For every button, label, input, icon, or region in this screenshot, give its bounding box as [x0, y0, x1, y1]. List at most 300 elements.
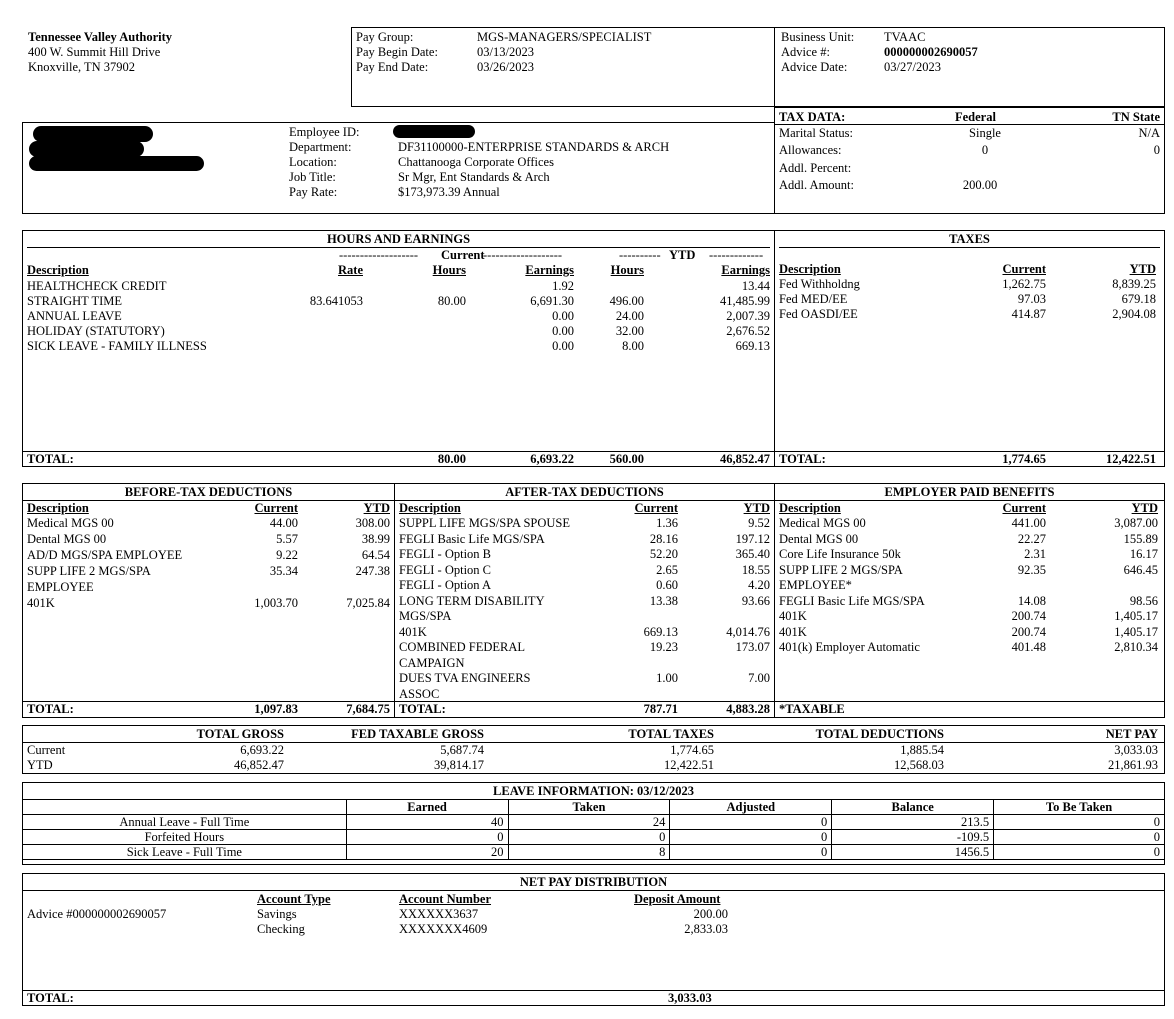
row-current: 52.20 — [649, 547, 678, 561]
row-ytd: 308.00 — [355, 516, 390, 530]
row-ytd: 646.45 — [1123, 562, 1158, 577]
row-ytd: 93.66 — [741, 593, 770, 608]
row-ytd: 38.99 — [361, 532, 390, 546]
employer-col-current: Current — [1002, 501, 1046, 515]
hours-cell: 24.00 — [615, 309, 644, 323]
before-tax-box — [22, 483, 395, 718]
summary-row — [23, 743, 1164, 758]
pay-begin-label: Pay Begin Date: — [356, 45, 438, 59]
hours-cell: 83.641053 — [309, 294, 363, 308]
row-ytd: 4,014.76 — [726, 624, 770, 639]
summary-row — [23, 758, 1164, 773]
tax-data-state-header: TN State — [1112, 110, 1160, 124]
hours-total-line — [23, 451, 774, 452]
marital-status-label: Marital Status: — [779, 126, 853, 140]
row-current: 200.74 — [1011, 609, 1046, 623]
after-tax-title: AFTER-TAX DEDUCTIONS — [505, 485, 664, 499]
row-description: FEGLI - Option A — [399, 578, 492, 592]
row-description: AD/D MGS/SPA EMPLOYEE — [27, 548, 183, 562]
hours-cell: 0.00 — [552, 309, 574, 323]
taxable-note: *TAXABLE — [779, 702, 845, 716]
table-row — [395, 609, 774, 624]
row-ytd: 2,810.34 — [1114, 640, 1158, 654]
row-current: 22.27 — [1017, 531, 1046, 546]
net-pay-box — [22, 873, 1165, 1006]
row-current: 414.87 — [1011, 307, 1046, 321]
pay-group-label: Pay Group: — [356, 30, 414, 44]
leave-value: 0 — [994, 845, 1165, 860]
leave-row — [23, 830, 1165, 845]
redacted-address-1 — [29, 141, 144, 157]
leave-value: -109.5 — [832, 830, 994, 845]
tax-data-box — [774, 107, 1165, 214]
row-description: 401K — [779, 624, 807, 639]
deposit-row — [23, 907, 1164, 922]
department-label: Department: — [289, 140, 352, 154]
table-row — [395, 563, 774, 578]
before-tax-total-ytd: 7,684.75 — [346, 702, 390, 716]
table-row — [23, 596, 394, 611]
row-ytd: 16.17 — [1129, 547, 1158, 561]
row-current: 92.35 — [1017, 562, 1046, 577]
hours-cell: HOLIDAY (STATUTORY) — [27, 324, 165, 338]
row-current: 5.57 — [276, 532, 298, 546]
hours-cell: 41,485.99 — [720, 294, 770, 308]
leave-box — [22, 782, 1165, 865]
before-tax-col-current: Current — [254, 501, 298, 515]
before-tax-total-line — [23, 701, 394, 702]
row-description: SUPPL LIFE MGS/SPA SPOUSE — [399, 516, 571, 530]
row-current: 0.60 — [656, 578, 678, 592]
row-current: 97.03 — [1017, 292, 1046, 306]
leave-type: Forfeited Hours — [23, 830, 347, 845]
hours-cell: 2,676.52 — [726, 324, 770, 338]
table-row — [775, 640, 1164, 655]
leave-col-header: Adjusted — [670, 800, 832, 815]
row-description: 401(k) Employer Automatic — [779, 640, 920, 654]
row-description: COMBINED FEDERAL — [399, 640, 526, 654]
addl-amount-fed: 200.00 — [962, 178, 998, 192]
table-row — [395, 516, 774, 531]
pay-begin-value: 03/13/2023 — [477, 45, 534, 59]
tax-data-divider — [775, 124, 1164, 125]
summary-value: 1,885.54 — [900, 743, 944, 757]
row-ytd: 7,025.84 — [346, 596, 390, 610]
row-ytd: 18.55 — [741, 562, 770, 577]
net-pay-total-value: 3,033.03 — [668, 991, 712, 1005]
summary-row-label: YTD — [27, 758, 53, 772]
table-row — [775, 563, 1164, 578]
row-description: FEGLI Basic Life MGS/SPA — [399, 531, 545, 546]
hours-cell: 0.00 — [552, 324, 574, 338]
location-label: Location: — [289, 155, 337, 169]
row-current: 200.74 — [1011, 624, 1046, 639]
redacted-address-2 — [29, 156, 204, 171]
company-address-1: 400 W. Summit Hill Drive — [28, 45, 161, 59]
table-row — [775, 547, 1164, 562]
summary-col-header: TOTAL DEDUCTIONS — [815, 727, 944, 741]
before-tax-title: BEFORE-TAX DEDUCTIONS — [124, 485, 293, 499]
hours-total-label: TOTAL: — [27, 452, 74, 466]
row-description: Fed OASDI/EE — [779, 307, 858, 321]
row-current: 1,003.70 — [254, 596, 298, 610]
hours-cell: 13.44 — [741, 279, 770, 293]
row-current: 19.23 — [649, 640, 678, 654]
row-description: Dental MGS 00 — [779, 531, 859, 546]
row-description: SUPP LIFE 2 MGS/SPA — [27, 564, 151, 578]
pay-rate-value: $173,973.39 Annual — [398, 185, 500, 199]
net-pay-advice-label: Advice #000000002690057 — [27, 907, 167, 921]
table-row — [23, 309, 774, 324]
table-row — [23, 548, 394, 563]
col-rate: Rate — [338, 263, 363, 277]
net-pay-col-deposit-amount: Deposit Amount — [634, 892, 721, 906]
row-ytd: 679.18 — [1121, 292, 1156, 306]
row-ytd: 4.20 — [748, 578, 770, 592]
table-row — [395, 547, 774, 562]
current-dash-right: ------------------- — [483, 248, 563, 262]
row-current: 14.08 — [1017, 593, 1046, 608]
table-row — [775, 516, 1164, 531]
row-ytd: 155.89 — [1123, 531, 1158, 546]
deposit-amount: 2,833.03 — [684, 922, 728, 936]
leave-value: 0 — [994, 815, 1165, 830]
row-ytd: 98.56 — [1129, 593, 1158, 608]
summary-value: 12,422.51 — [664, 758, 714, 772]
redacted-employee-id — [393, 125, 475, 138]
ytd-dash-left: ---------- — [619, 248, 661, 262]
marital-status-fed: Single — [969, 126, 1001, 140]
table-row — [775, 307, 1164, 322]
leave-value: 0 — [670, 845, 832, 860]
row-current: 13.38 — [649, 593, 678, 608]
summary-box — [22, 725, 1165, 774]
pay-end-value: 03/26/2023 — [477, 60, 534, 74]
account-number: XXXXXXX4609 — [399, 922, 488, 936]
taxes-col-description: Description — [779, 262, 841, 276]
summary-col-header: TOTAL TAXES — [628, 727, 714, 741]
pay-end-label: Pay End Date: — [356, 60, 429, 74]
leave-type: Annual Leave - Full Time — [23, 815, 347, 830]
ytd-dash-right: ------------- — [709, 248, 764, 262]
row-ytd: 7.00 — [748, 671, 770, 685]
row-ytd: 173.07 — [735, 640, 770, 654]
leave-header-row — [23, 800, 1165, 815]
row-ytd: 9.52 — [748, 516, 770, 530]
taxes-box — [774, 230, 1165, 467]
taxes-total-label: TOTAL: — [779, 452, 826, 466]
after-tax-box — [394, 483, 775, 718]
hours-total-earnings: 6,693.22 — [530, 452, 574, 466]
addl-percent-label: Addl. Percent: — [779, 161, 852, 175]
row-description: EMPLOYEE* — [779, 578, 852, 592]
hours-cell: 6,691.30 — [530, 294, 574, 308]
summary-header — [23, 727, 1164, 742]
leave-value: 213.5 — [832, 815, 994, 830]
pay-rate-label: Pay Rate: — [289, 185, 338, 199]
leave-col-header: Earned — [346, 800, 508, 815]
employee-id-label: Employee ID: — [289, 125, 360, 139]
hours-cell: 32.00 — [615, 324, 644, 338]
col-description: Description — [27, 263, 89, 277]
leave-value: 20 — [346, 845, 508, 860]
row-ytd: 8,839.25 — [1112, 277, 1156, 291]
row-description: Fed Withholdng — [779, 277, 860, 291]
col-hours-current: Hours — [432, 263, 466, 277]
summary-value: 1,774.65 — [670, 743, 714, 757]
table-row — [775, 532, 1164, 547]
account-type: Savings — [257, 907, 297, 921]
account-number: XXXXXX3637 — [399, 907, 479, 921]
employee-box — [22, 122, 775, 214]
row-ytd: 3,087.00 — [1114, 516, 1158, 530]
taxes-title: TAXES — [949, 232, 990, 246]
table-row — [395, 594, 774, 609]
taxes-title-underline — [779, 247, 1160, 248]
taxes-total-ytd: 12,422.51 — [1106, 452, 1156, 466]
row-current: 44.00 — [269, 516, 298, 530]
taxes-total-current: 1,774.65 — [1002, 452, 1046, 466]
table-row — [23, 532, 394, 547]
before-tax-total-label: TOTAL: — [27, 702, 74, 716]
row-current: 669.13 — [643, 624, 678, 639]
row-ytd: 197.12 — [735, 531, 770, 546]
company-address-2: Knoxville, TN 37902 — [28, 60, 136, 74]
hours-cell: 80.00 — [437, 294, 466, 308]
addl-amount-label: Addl. Amount: — [779, 178, 855, 192]
table-row — [395, 532, 774, 547]
after-tax-col-current: Current — [634, 501, 678, 515]
after-tax-total-label: TOTAL: — [399, 702, 446, 716]
allowances-fed: 0 — [981, 143, 989, 157]
leave-value: 0 — [670, 815, 832, 830]
job-title-label: Job Title: — [289, 170, 336, 184]
row-current: 1.36 — [656, 516, 678, 530]
col-earnings-ytd: Earnings — [721, 263, 770, 277]
row-description: 401K — [779, 609, 807, 623]
leave-row — [23, 815, 1165, 830]
leave-grid — [23, 799, 1164, 864]
table-row — [23, 294, 774, 309]
hours-total-ytd-hours: 560.00 — [609, 452, 644, 466]
row-ytd: 1,405.17 — [1114, 624, 1158, 639]
hours-cell: 8.00 — [622, 339, 644, 353]
advice-date-value: 03/27/2023 — [884, 60, 941, 74]
net-pay-col-account-type: Account Type — [257, 892, 331, 906]
table-row — [395, 640, 774, 655]
marital-status-state: N/A — [1138, 126, 1160, 140]
employer-benefits-title: EMPLOYER PAID BENEFITS — [884, 485, 1055, 499]
hours-cell: STRAIGHT TIME — [27, 294, 123, 308]
row-description: 401K — [27, 596, 55, 610]
col-hours-ytd: Hours — [610, 263, 644, 277]
leave-value: 1456.5 — [832, 845, 994, 860]
row-description: Medical MGS 00 — [779, 516, 866, 530]
summary-value: 46,852.47 — [234, 758, 284, 772]
after-tax-col-ytd: YTD — [743, 501, 770, 515]
table-row — [395, 578, 774, 593]
summary-value: 39,814.17 — [434, 758, 484, 772]
summary-col-header: NET PAY — [1105, 727, 1158, 741]
row-description: 401K — [399, 624, 427, 639]
summary-col-header: TOTAL GROSS — [196, 727, 284, 741]
summary-value: 3,033.03 — [1114, 743, 1158, 757]
row-ytd: 365.40 — [735, 547, 770, 561]
header-company-box — [22, 27, 352, 107]
table-row — [775, 292, 1164, 307]
leave-value: 8 — [508, 845, 670, 860]
net-pay-total-line — [23, 990, 1164, 991]
hours-total-ytd-earnings: 46,852.47 — [720, 452, 770, 466]
table-row — [395, 671, 774, 686]
row-current: 401.48 — [1011, 640, 1046, 654]
row-description: MGS/SPA — [399, 609, 452, 623]
leave-col-header: To Be Taken — [994, 800, 1165, 815]
allowances-state: 0 — [1153, 143, 1160, 157]
leave-value: 24 — [508, 815, 670, 830]
deposit-row — [23, 922, 1164, 937]
tax-data-federal-header: Federal — [955, 110, 996, 124]
row-current: 1.00 — [656, 671, 678, 685]
allowances-label: Allowances: — [779, 143, 842, 157]
leave-type: Sick Leave - Full Time — [23, 845, 347, 860]
row-current: 2.31 — [1024, 547, 1046, 561]
net-pay-total-label: TOTAL: — [27, 991, 74, 1005]
hours-cell: 0.00 — [552, 339, 574, 353]
row-description: LONG TERM DISABILITY — [399, 593, 545, 608]
employer-benefits-box — [774, 483, 1165, 718]
leave-table — [22, 799, 1165, 860]
after-tax-total-current: 787.71 — [643, 702, 678, 716]
redacted-name — [33, 126, 153, 142]
table-row — [775, 625, 1164, 640]
location-value: Chattanooga Corporate Offices — [398, 155, 554, 169]
before-tax-total-current: 1,097.83 — [254, 702, 298, 716]
row-current: 35.34 — [269, 564, 298, 578]
row-description: Core Life Insurance 50k — [779, 547, 901, 561]
row-ytd: 1,405.17 — [1114, 609, 1158, 623]
ytd-label: YTD — [669, 248, 696, 262]
row-current: 441.00 — [1011, 516, 1046, 530]
table-row — [775, 594, 1164, 609]
summary-col-header: FED TAXABLE GROSS — [351, 727, 484, 741]
table-row — [23, 324, 774, 339]
row-description: SUPP LIFE 2 MGS/SPA — [779, 562, 903, 577]
net-pay-title: NET PAY DISTRIBUTION — [519, 875, 668, 889]
table-row — [395, 625, 774, 640]
advice-box — [774, 27, 1165, 107]
row-ytd: 64.54 — [361, 548, 390, 562]
before-tax-col-ytd: YTD — [363, 501, 390, 515]
leave-value: 0 — [346, 830, 508, 845]
table-row — [23, 564, 394, 579]
table-row — [775, 609, 1164, 624]
row-description: Dental MGS 00 — [27, 532, 107, 546]
row-description: EMPLOYEE — [27, 580, 94, 594]
current-dash-left: ------------------- — [339, 248, 419, 262]
table-row — [23, 580, 394, 595]
after-tax-total-line — [395, 701, 774, 702]
advice-number-label: Advice #: — [781, 45, 830, 59]
hours-earnings-title: HOURS AND EARNINGS — [326, 232, 471, 246]
tax-data-header: TAX DATA: — [779, 110, 846, 124]
employer-col-ytd: YTD — [1131, 501, 1158, 515]
net-pay-col-account-number: Account Number — [399, 892, 492, 906]
leave-col-header: Balance — [832, 800, 994, 815]
business-unit-value: TVAAC — [884, 30, 926, 44]
summary-value: 12,568.03 — [894, 758, 944, 772]
row-description: ASSOC — [399, 686, 440, 701]
row-ytd: 2,904.08 — [1112, 307, 1156, 321]
hours-cell: 669.13 — [735, 339, 770, 353]
department-value: DF31100000-ENTERPRISE STANDARDS & ARCH — [398, 140, 670, 154]
pay-group-value: MGS-MANAGERS/SPECIALIST — [477, 30, 652, 44]
row-description: Fed MED/EE — [779, 292, 848, 306]
hours-earnings-box — [22, 230, 775, 467]
col-earnings-current: Earnings — [525, 263, 574, 277]
hours-cell: 1.92 — [552, 279, 574, 293]
leave-value: 0 — [670, 830, 832, 845]
table-row — [23, 516, 394, 531]
after-tax-col-description: Description — [399, 501, 461, 515]
deposit-amount: 200.00 — [693, 907, 728, 921]
row-current: 2.65 — [656, 562, 678, 577]
before-tax-col-description: Description — [27, 501, 89, 515]
leave-title: LEAVE INFORMATION: 03/12/2023 — [493, 784, 694, 798]
summary-row-label: Current — [27, 743, 66, 757]
leave-value: 40 — [346, 815, 508, 830]
row-description: CAMPAIGN — [399, 655, 465, 670]
row-description: Medical MGS 00 — [27, 516, 114, 530]
net-pay-title-line — [23, 890, 1164, 891]
row-description: FEGLI Basic Life MGS/SPA — [779, 593, 925, 608]
leave-row — [23, 845, 1165, 860]
leave-col-header — [23, 800, 347, 815]
row-description: DUES TVA ENGINEERS — [399, 671, 531, 685]
advice-number-value: 000000002690057 — [884, 45, 978, 59]
leave-value: 0 — [994, 830, 1165, 845]
hours-total-hours: 80.00 — [437, 452, 466, 466]
table-row — [23, 279, 774, 294]
hours-cell: 496.00 — [609, 294, 644, 308]
table-row — [395, 687, 774, 702]
row-description: FEGLI - Option B — [399, 547, 492, 561]
leave-value: 0 — [508, 830, 670, 845]
table-row — [23, 339, 774, 354]
hours-cell: ANNUAL LEAVE — [27, 309, 122, 323]
job-title-value: Sr Mgr, Ent Standards & Arch — [398, 170, 550, 184]
summary-value: 6,693.22 — [240, 743, 284, 757]
table-row — [775, 277, 1164, 292]
row-current: 1,262.75 — [1002, 277, 1046, 291]
row-ytd: 247.38 — [355, 564, 390, 578]
summary-value: 5,687.74 — [440, 743, 484, 757]
table-row — [775, 578, 1164, 593]
company-name: Tennessee Valley Authority — [28, 30, 173, 44]
summary-value: 21,861.93 — [1108, 758, 1158, 772]
hours-cell: 2,007.39 — [726, 309, 770, 323]
after-tax-total-ytd: 4,883.28 — [726, 702, 770, 716]
table-row — [395, 656, 774, 671]
hours-cell: SICK LEAVE - FAMILY ILLNESS — [27, 339, 207, 353]
employer-col-description: Description — [779, 501, 841, 515]
taxes-col-current: Current — [1002, 262, 1046, 276]
hours-cell: HEALTHCHECK CREDIT — [27, 279, 167, 293]
pay-group-box — [351, 27, 775, 107]
row-description: FEGLI - Option C — [399, 562, 492, 577]
account-type: Checking — [257, 922, 305, 936]
row-current: 9.22 — [276, 548, 298, 562]
